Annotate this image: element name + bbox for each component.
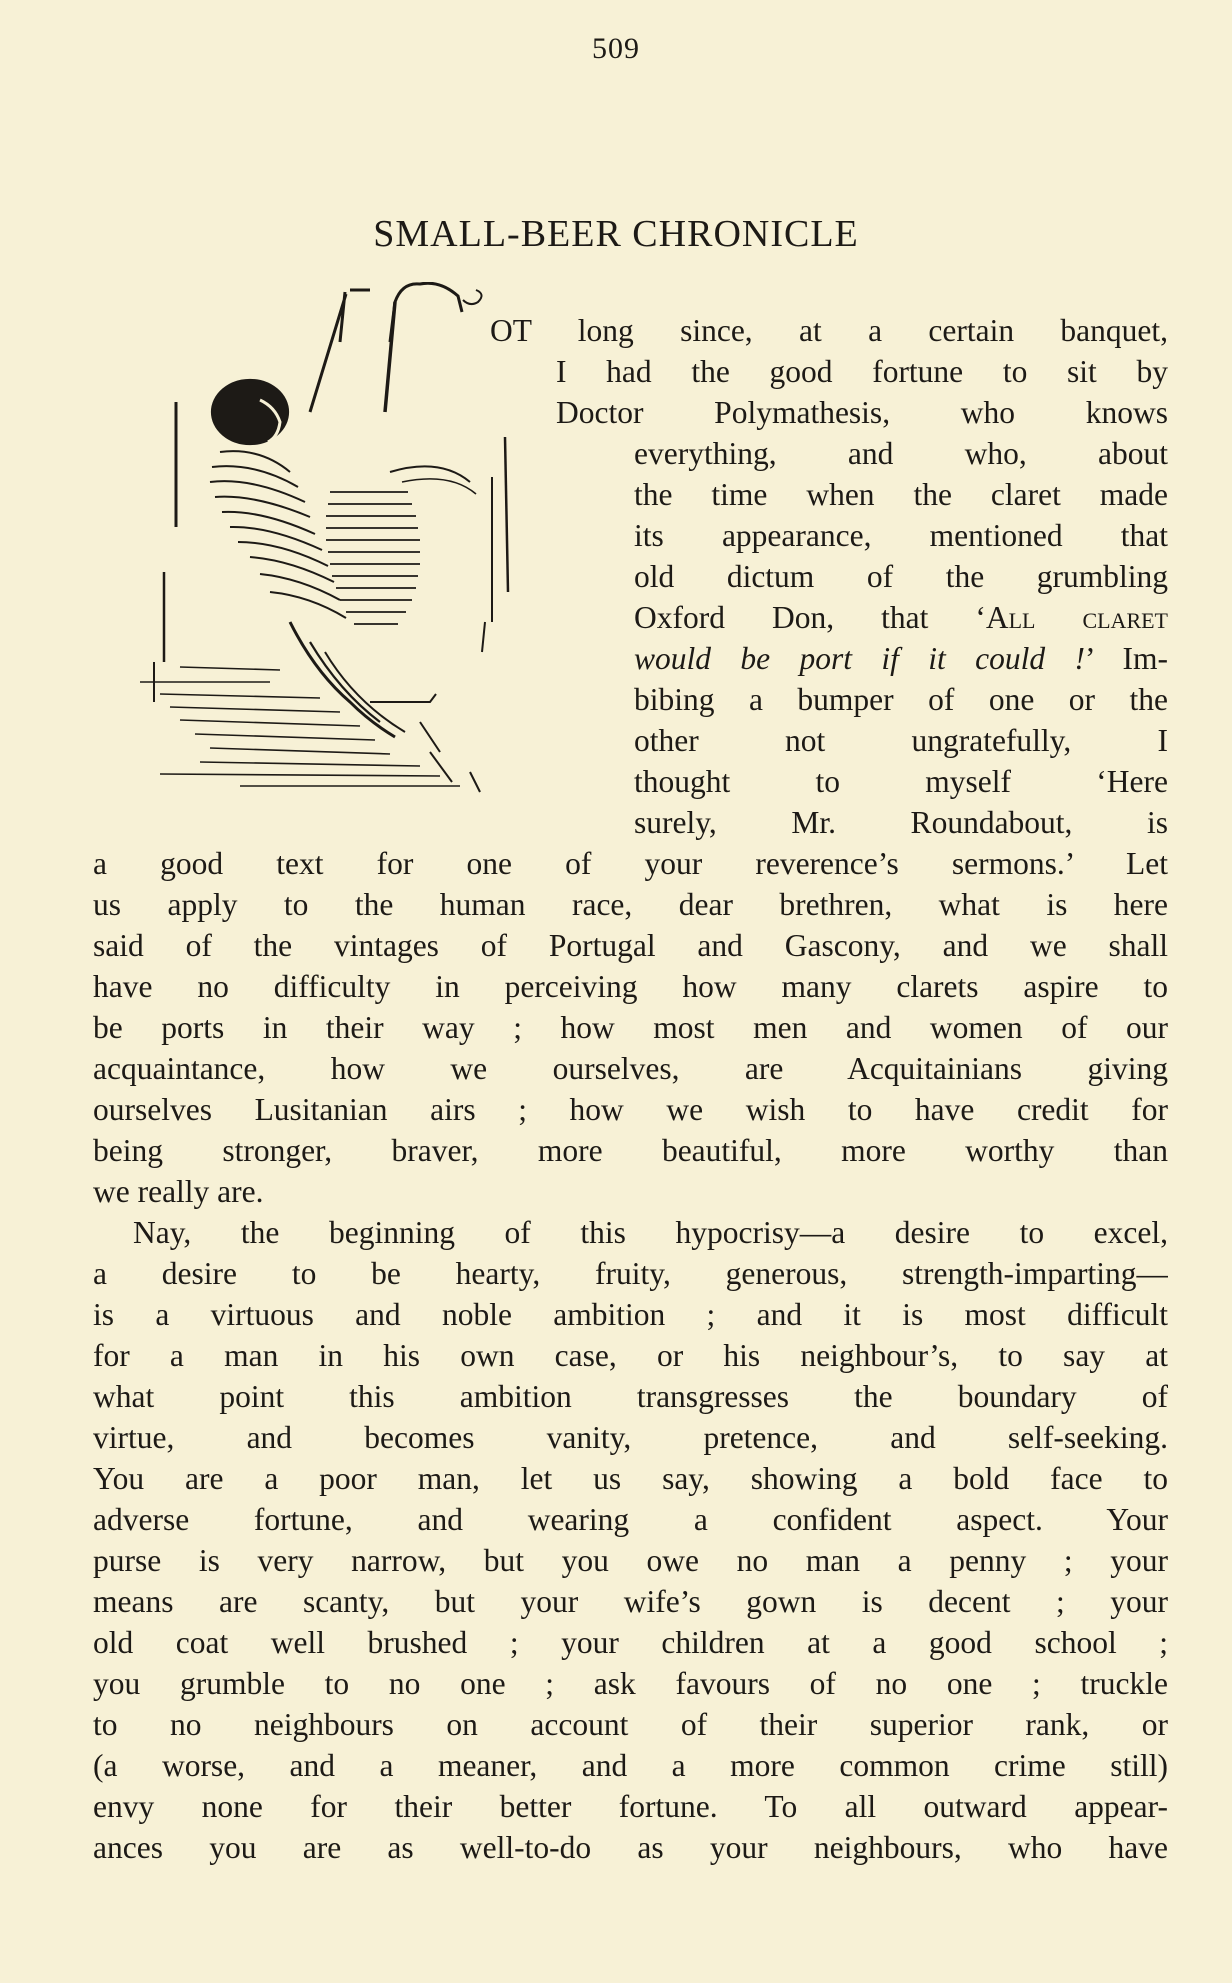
- text-line: thought to myself ‘Here: [634, 764, 1168, 799]
- text-line: is a virtuous and noble ambition ; and it is most difficult: [93, 1297, 1168, 1332]
- text-line: OT long since, at a certain banquet,: [490, 313, 1168, 348]
- text-line: for a man in his own case, or his neighbour’s, to say at: [93, 1338, 1168, 1373]
- text-line: a desire to be hearty, fruity, generous, strength-imparting—: [93, 1256, 1168, 1291]
- text-line: means are scanty, but your wife’s gown is decent ; your: [93, 1584, 1168, 1619]
- text-line: what point this ambition transgresses the boundary of: [93, 1379, 1168, 1414]
- text-fragment: Oxford Don, that ‘: [634, 600, 986, 635]
- text-line: have no difficulty in perceiving how many clarets aspire to: [93, 969, 1168, 1004]
- text-line: old dictum of the grumbling: [634, 559, 1168, 594]
- text-line: you grumble to no one ; ask favours of no one ; truckle: [93, 1666, 1168, 1701]
- text-line-oxford-don: [634, 597, 1168, 638]
- text-line: ourselves Lusitanian airs ; how we wish to have credit for: [93, 1092, 1168, 1127]
- text-line: being stronger, braver, more beautiful, more worthy than: [93, 1133, 1168, 1168]
- text-fragment: ’ Im-: [1084, 641, 1168, 676]
- text-fragment-italic: would be port if it could !: [634, 641, 1085, 676]
- text-line: bibing a bumper of one or the: [634, 682, 1168, 717]
- chapter-title: SMALL-BEER CHRONICLE: [373, 213, 859, 255]
- text-line-port-quote: [634, 638, 1168, 679]
- text-line: I had the good fortune to sit by: [556, 354, 1168, 389]
- text-line: surely, Mr. Roundabout, is: [634, 805, 1168, 840]
- text-line: everything, and who, about: [634, 436, 1168, 471]
- drop-cap-illustration: [140, 282, 550, 814]
- text-line: You are a poor man, let us say, showing a bold face to: [93, 1461, 1168, 1496]
- text-line: us apply to the human race, dear brethren, what is here: [93, 887, 1168, 922]
- text-line: said of the vintages of Portugal and Gascony, and we shall: [93, 928, 1168, 963]
- drop-cap-letter-n: [310, 290, 370, 412]
- text-line: the time when the claret made: [634, 477, 1168, 512]
- text-line: other not ungratefully, I: [634, 723, 1168, 758]
- text-line: (a worse, and a meaner, and a more common crime still): [93, 1748, 1168, 1783]
- text-line: purse is very narrow, but you owe no man a penny ; your: [93, 1543, 1168, 1578]
- page-number: 509: [592, 32, 640, 65]
- text-line: Doctor Polymathesis, who knows: [556, 395, 1168, 430]
- text-line: envy none for their better fortune. To all outward appear-: [93, 1789, 1168, 1824]
- text-line: old coat well brushed ; your children at a good school ;: [93, 1625, 1168, 1660]
- text-line: its appearance, mentioned that: [634, 518, 1168, 553]
- text-line: Nay, the beginning of this hypocrisy—a desire to excel,: [133, 1215, 1168, 1250]
- text-line: acquaintance, how we ourselves, are Acquitainians giving: [93, 1051, 1168, 1086]
- text-line: adverse fortune, and wearing a confident aspect. Your: [93, 1502, 1168, 1537]
- text-line: to no neighbours on account of their superior rank, or: [93, 1707, 1168, 1742]
- text-fragment-smallcaps: All claret: [985, 600, 1168, 635]
- text-line: virtue, and becomes vanity, pretence, and self-seeking.: [93, 1420, 1168, 1455]
- text-line: be ports in their way ; how most men and women of our: [93, 1010, 1168, 1045]
- text-line: ances you are as well-to-do as your neighbours, who have: [93, 1830, 1168, 1865]
- text-line: a good text for one of your reverence’s sermons.’ Let: [93, 846, 1168, 881]
- text-line: we really are.: [93, 1174, 264, 1209]
